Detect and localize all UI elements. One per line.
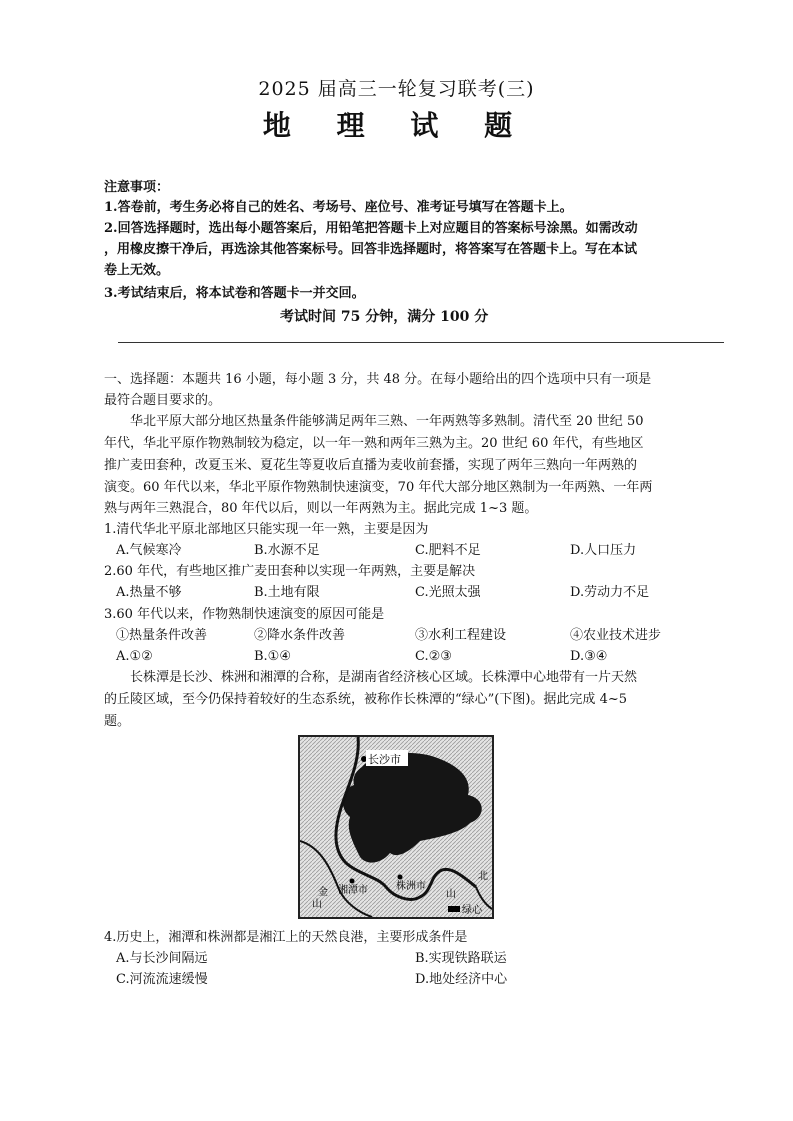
subject-title: 地 理 试 题 bbox=[262, 109, 531, 142]
q4-option-a: A.与长沙间隔远 bbox=[116, 951, 208, 966]
mountain-label-right: 山 bbox=[446, 889, 456, 900]
q3-item-4: ④农业技术进步 bbox=[570, 628, 662, 643]
q3-item-3: ③水利工程建设 bbox=[415, 628, 507, 643]
passage1-line-4: 演变。60 年代以来，华北平原作物熟制快速演变，70 年代大部分地区熟制为一年两熟、一年两 bbox=[104, 480, 653, 495]
zhuzhou-label: 株洲市 bbox=[396, 881, 426, 892]
notice-line-3: ，用橡皮擦干净后，再选涂其他答案标号。回答非选择题时，将答案写在答题卡上。写在本试 bbox=[104, 242, 638, 257]
q4-stem: 4.历史上，湘潭和株洲都是湘江上的天然良港，主要形成条件是 bbox=[104, 930, 468, 945]
divider bbox=[118, 342, 724, 343]
q2-option-c: C.光照太强 bbox=[415, 585, 481, 600]
section-heading-2: 最符合题目要求的。 bbox=[104, 393, 222, 408]
changsha-label: 长沙市 bbox=[368, 753, 401, 766]
passage1-line-5: 熟与两年三熟混合，80 年代以后，则以一年两熟为主。据此完成 1~3 题。 bbox=[104, 501, 538, 516]
q3-option-a: A.①② bbox=[116, 649, 153, 664]
passage1-line-1: 华北平原大部分地区热量条件能够满足两年三熟、一年两熟等多熟制。清代至 20 世纪 50 bbox=[130, 414, 644, 429]
notice-line-1: 1.答卷前，考生务必将自己的姓名、考场号、座位号、准考证号填写在答题卡上。 bbox=[104, 200, 573, 215]
passage2-line-2: 的丘陵区域，至今仍保持着较好的生态系统，被称作长株潭的“绿心”(下图)。据此完成 4~5 bbox=[104, 692, 628, 707]
notice-line-2: 2.回答选择题时，选出每小题答案后，用铅笔把答题卡上对应题目的答案标号涂黑。如需改动 bbox=[104, 221, 638, 236]
xiangtan-label: 湘潭市 bbox=[338, 885, 368, 896]
q2-option-d: D.劳动力不足 bbox=[570, 585, 650, 600]
q1-stem: 1.清代华北平原北部地区只能实现一年一熟，主要是因为 bbox=[104, 522, 429, 537]
q2-stem: 2.60 年代，有些地区推广麦田套种以实现一年两熟，主要是解决 bbox=[104, 564, 476, 579]
q3-option-b: B.①④ bbox=[254, 649, 291, 664]
q1-option-c: C.肥料不足 bbox=[415, 543, 481, 558]
notice-line-4: 卷上无效。 bbox=[104, 263, 170, 278]
q1-option-d: D.人口压力 bbox=[570, 543, 637, 558]
passage1-line-2: 年代，华北平原作物熟制较为稳定，以一年一熟和两年三熟为主。20 世纪 60 年代，有些地区 bbox=[104, 436, 644, 451]
exam-title: 2025 届高三一轮复习联考(三) bbox=[258, 78, 535, 100]
mountain-label-left-2: 山 bbox=[312, 899, 322, 910]
mountain-label-left: 金 bbox=[318, 887, 328, 898]
q2-option-b: B.土地有限 bbox=[254, 585, 320, 600]
q3-item-1: ①热量条件改善 bbox=[116, 628, 208, 643]
q3-option-d: D.③④ bbox=[570, 649, 608, 664]
section-heading: 一、选择题：本题共 16 小题，每小题 3 分，共 48 分。在每小题给出的四个选项中只有一项是 bbox=[104, 372, 652, 387]
river-label: 北 bbox=[478, 871, 488, 882]
passage2-line-3: 题。 bbox=[104, 714, 131, 729]
q3-stem: 3.60 年代以来，作物熟制快速演变的原因可能是 bbox=[104, 607, 385, 622]
notice-heading: 注意事项： bbox=[104, 180, 170, 195]
q3-item-2: ②降水条件改善 bbox=[254, 628, 346, 643]
q4-option-d: D.地处经济中心 bbox=[415, 972, 508, 987]
changzhutan-map bbox=[298, 735, 494, 919]
q4-option-b: B.实现铁路联运 bbox=[415, 951, 507, 966]
map-graphic bbox=[300, 737, 492, 917]
q3-option-c: C.②③ bbox=[415, 649, 452, 664]
passage2-line-1: 长株潭是长沙、株洲和湘潭的合称，是湖南省经济核心区域。长株潭中心地带有一片天然 bbox=[130, 670, 638, 685]
xiangtan-marker bbox=[350, 879, 355, 884]
q4-option-c: C.河流流速缓慢 bbox=[116, 972, 208, 987]
legend-label: 绿心 bbox=[462, 905, 482, 916]
q1-option-a: A.气候寒冷 bbox=[116, 543, 182, 558]
q1-option-b: B.水源不足 bbox=[254, 543, 320, 558]
passage1-line-3: 推广麦田套种，改夏玉米、夏花生等夏收后直播为麦收前套播，实现了两年三熟向一年两熟的 bbox=[104, 458, 638, 473]
notice-line-5: 3.考试结束后，将本试卷和答题卡一并交回。 bbox=[104, 286, 365, 301]
q2-option-a: A.热量不够 bbox=[116, 585, 182, 600]
legend-swatch bbox=[448, 906, 460, 912]
zhuzhou-marker bbox=[398, 875, 403, 880]
exam-time: 考试时间 75 分钟，满分 100 分 bbox=[280, 309, 489, 325]
